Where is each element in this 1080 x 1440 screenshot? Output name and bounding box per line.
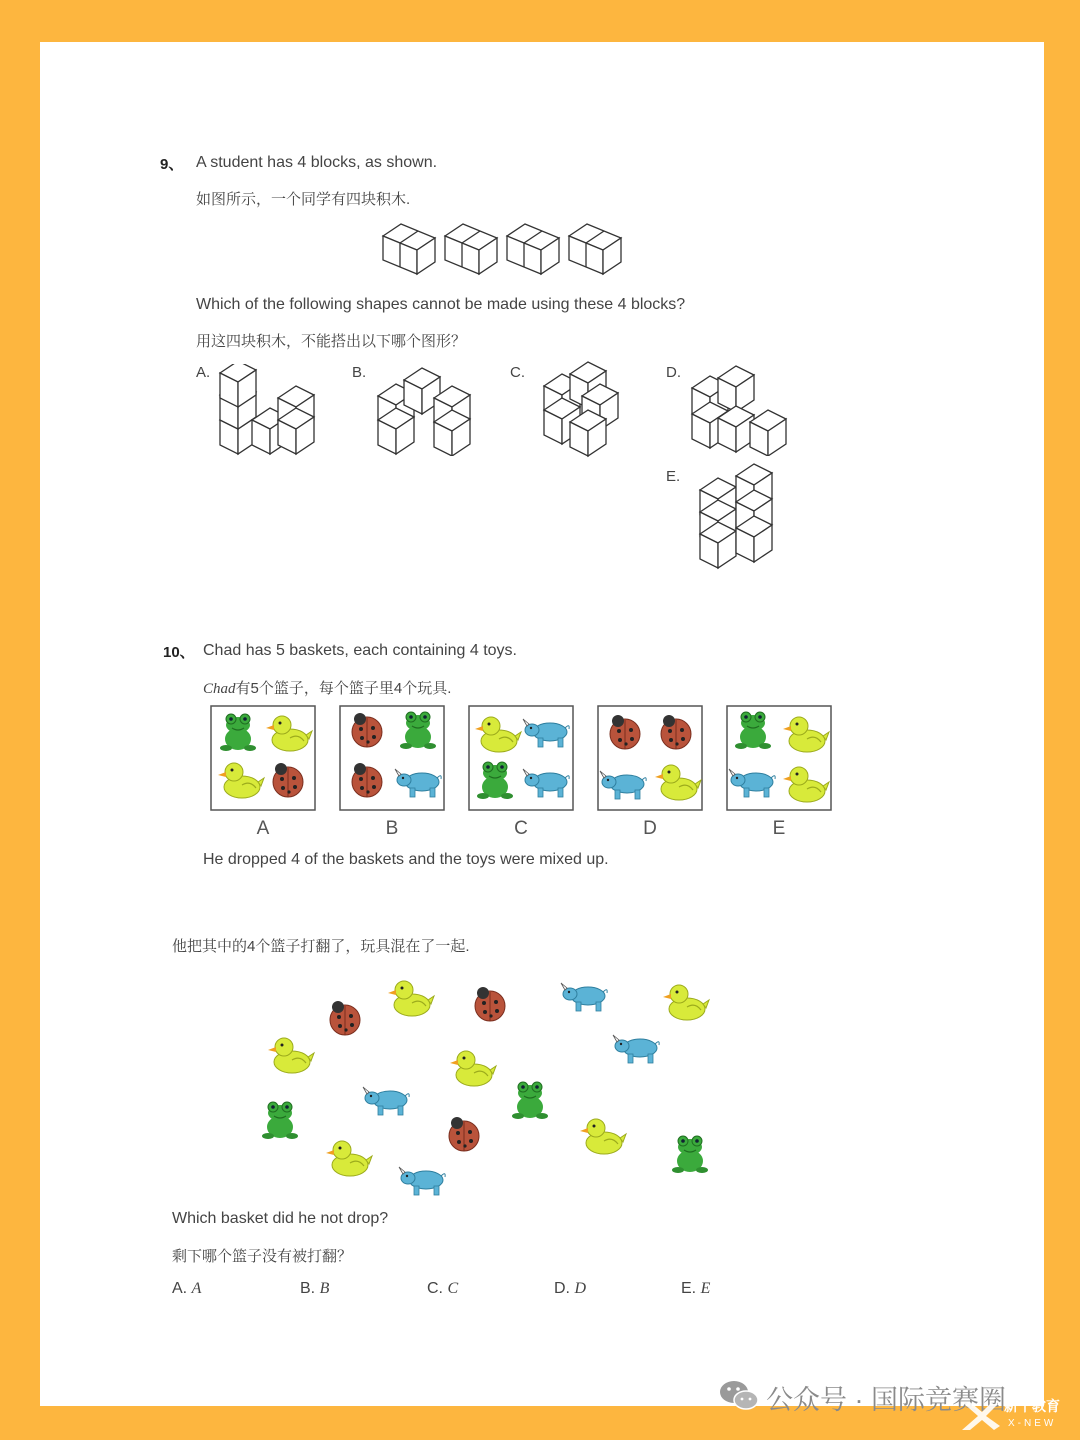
answer-option-b[interactable]: B. B xyxy=(300,1280,330,1297)
mixed-toys-figure xyxy=(240,960,740,1200)
wechat-icon xyxy=(718,1378,760,1412)
option-e-label: E. xyxy=(666,468,681,485)
option-b-label: B. xyxy=(352,364,367,381)
basket-e xyxy=(727,706,831,810)
option-d-label: D. xyxy=(666,364,681,381)
watermark-text: 公众号 · 国际竞赛圈 xyxy=(766,1385,1006,1415)
four-blocks-figure xyxy=(380,220,640,284)
answer-option-a[interactable]: A. A xyxy=(172,1280,202,1297)
question-10-question-zh: 剩下哪个篮子没有被打翻？ xyxy=(172,1248,353,1265)
option-a-label: A. xyxy=(196,364,211,381)
dropped-text-en: He dropped 4 of the baskets and the toys were mixed up. xyxy=(203,851,609,868)
shape-option-e xyxy=(696,460,780,570)
option-c-label: C. xyxy=(510,364,525,381)
question-9-prompt-zh: 如图所示，一个同学有四块积木. xyxy=(196,191,411,208)
basket-c xyxy=(469,706,573,810)
shape-option-c xyxy=(540,360,630,460)
basket-label-c: C xyxy=(514,818,528,839)
question-9-prompt-en: A student has 4 blocks, as shown. xyxy=(196,154,438,171)
baskets-figure xyxy=(200,700,850,820)
question-9-number: 9、 xyxy=(160,156,184,173)
brand-name-cn: 新干教育 xyxy=(1004,1398,1060,1414)
basket-label-a: A xyxy=(256,818,270,839)
basket-b xyxy=(340,706,444,810)
question-9-question-zh: 用这四块积木，不能搭出以下哪个图形？ xyxy=(196,333,467,350)
shape-option-b xyxy=(376,364,480,456)
basket-label-e: E xyxy=(772,818,786,839)
question-10-question-en: Which basket did he not drop? xyxy=(172,1210,389,1227)
question-10-prompt-en: Chad has 5 baskets, each containing 4 toys. xyxy=(203,642,517,659)
brand-name-en: X-NEW xyxy=(1008,1418,1057,1429)
basket-a xyxy=(211,706,315,810)
question-10-prompt-zh-rest: 有5个篮子，每个篮子里4个玩具. xyxy=(235,680,452,697)
shape-option-d xyxy=(688,364,792,456)
basket-label-b: B xyxy=(385,818,399,839)
question-10-number: 10、 xyxy=(163,644,195,661)
answer-option-c[interactable]: C. C xyxy=(427,1280,459,1297)
basket-label-d: D xyxy=(643,818,657,839)
dropped-text-zh: 他把其中的4个篮子打翻了，玩具混在了一起. xyxy=(172,938,470,955)
question-9-question-en: Which of the following shapes cannot be made using these 4 blocks? xyxy=(196,296,686,313)
x-new-logo-icon xyxy=(958,1398,1002,1434)
shape-option-a xyxy=(218,364,322,456)
question-10-prompt-zh xyxy=(203,677,451,698)
chad-name: Chad xyxy=(203,681,236,697)
answer-option-e[interactable]: E. E xyxy=(681,1280,711,1297)
answer-option-d[interactable]: D. D xyxy=(554,1280,587,1297)
basket-d xyxy=(598,706,702,810)
